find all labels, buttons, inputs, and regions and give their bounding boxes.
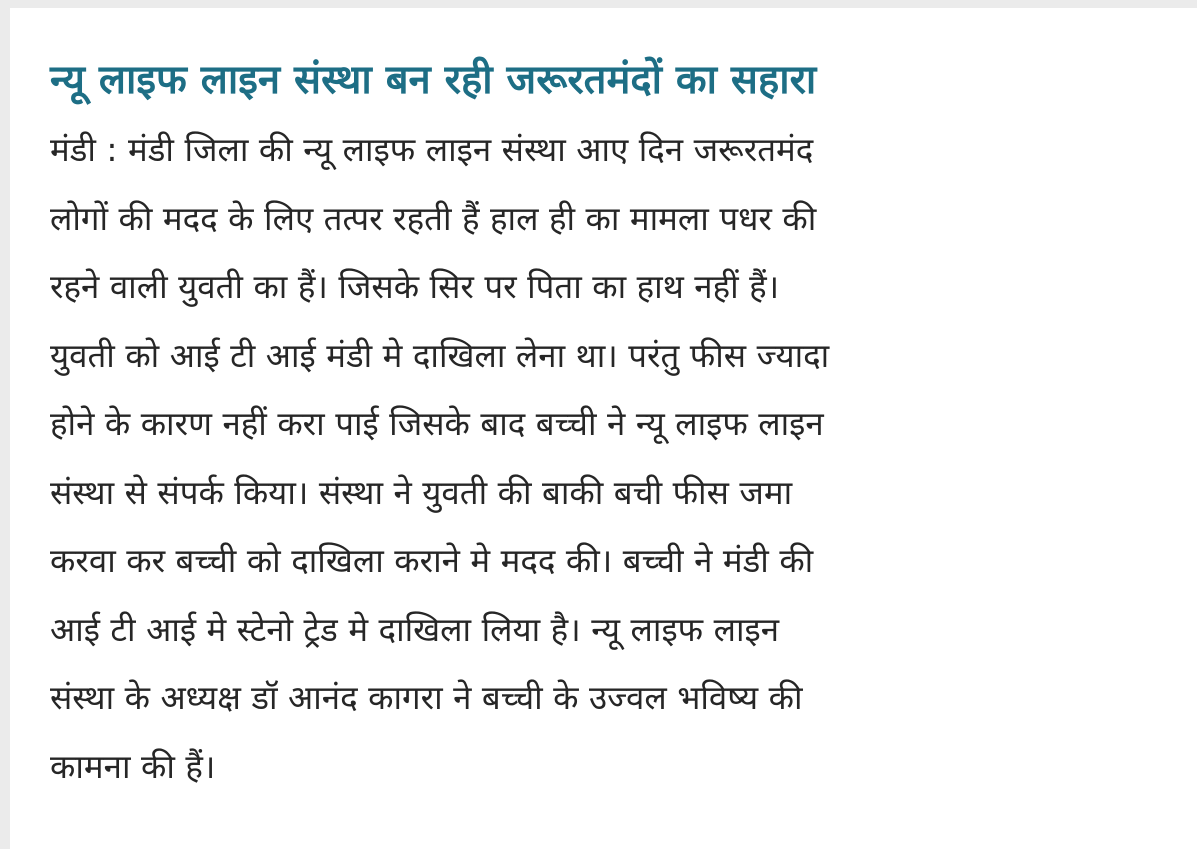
article-line: आई टी आई मे स्टेनो ट्रेड मे दाखिला लिया है। न्यू लाइफ लाइन: [50, 609, 780, 649]
article-line: युवती को आई टी आई मंडी मे दाखिला लेना था। परंतु फीस ज्यादा: [50, 335, 830, 375]
article-line: कामना की हैं।: [50, 746, 216, 786]
article-line: रहने वाली युवती का हैं। जिसके सिर पर पिता का हाथ नहीं हैं।: [50, 267, 780, 306]
article-headline: न्यू लाइफ लाइन संस्था बन रही जरूरतमंदों का सहारा: [50, 57, 817, 103]
article-line: मंडी : मंडी जिला की न्यू लाइफ लाइन संस्था आए दिन जरूरतमंद: [50, 130, 814, 169]
article-line: करवा कर बच्ची को दाखिला कराने मे मदद की। बच्ची ने मंडी की: [50, 541, 814, 580]
article-line: संस्था से संपर्क किया। संस्था ने युवती की बाकी बची फीस जमा: [50, 472, 793, 512]
article-body: [50, 116, 829, 801]
article-line: लोगों की मदद के लिए तत्पर रहती हैं हाल ही का मामला पधर की: [50, 198, 817, 238]
news-clipping: [10, 8, 1197, 849]
article-line: संस्था के अध्यक्ष डॉ आनंद कागरा ने बच्ची के उज्वल भविष्य की: [50, 678, 803, 717]
article-line: होने के कारण नहीं करा पाई जिसके बाद बच्ची ने न्यू लाइफ लाइन: [50, 404, 824, 443]
